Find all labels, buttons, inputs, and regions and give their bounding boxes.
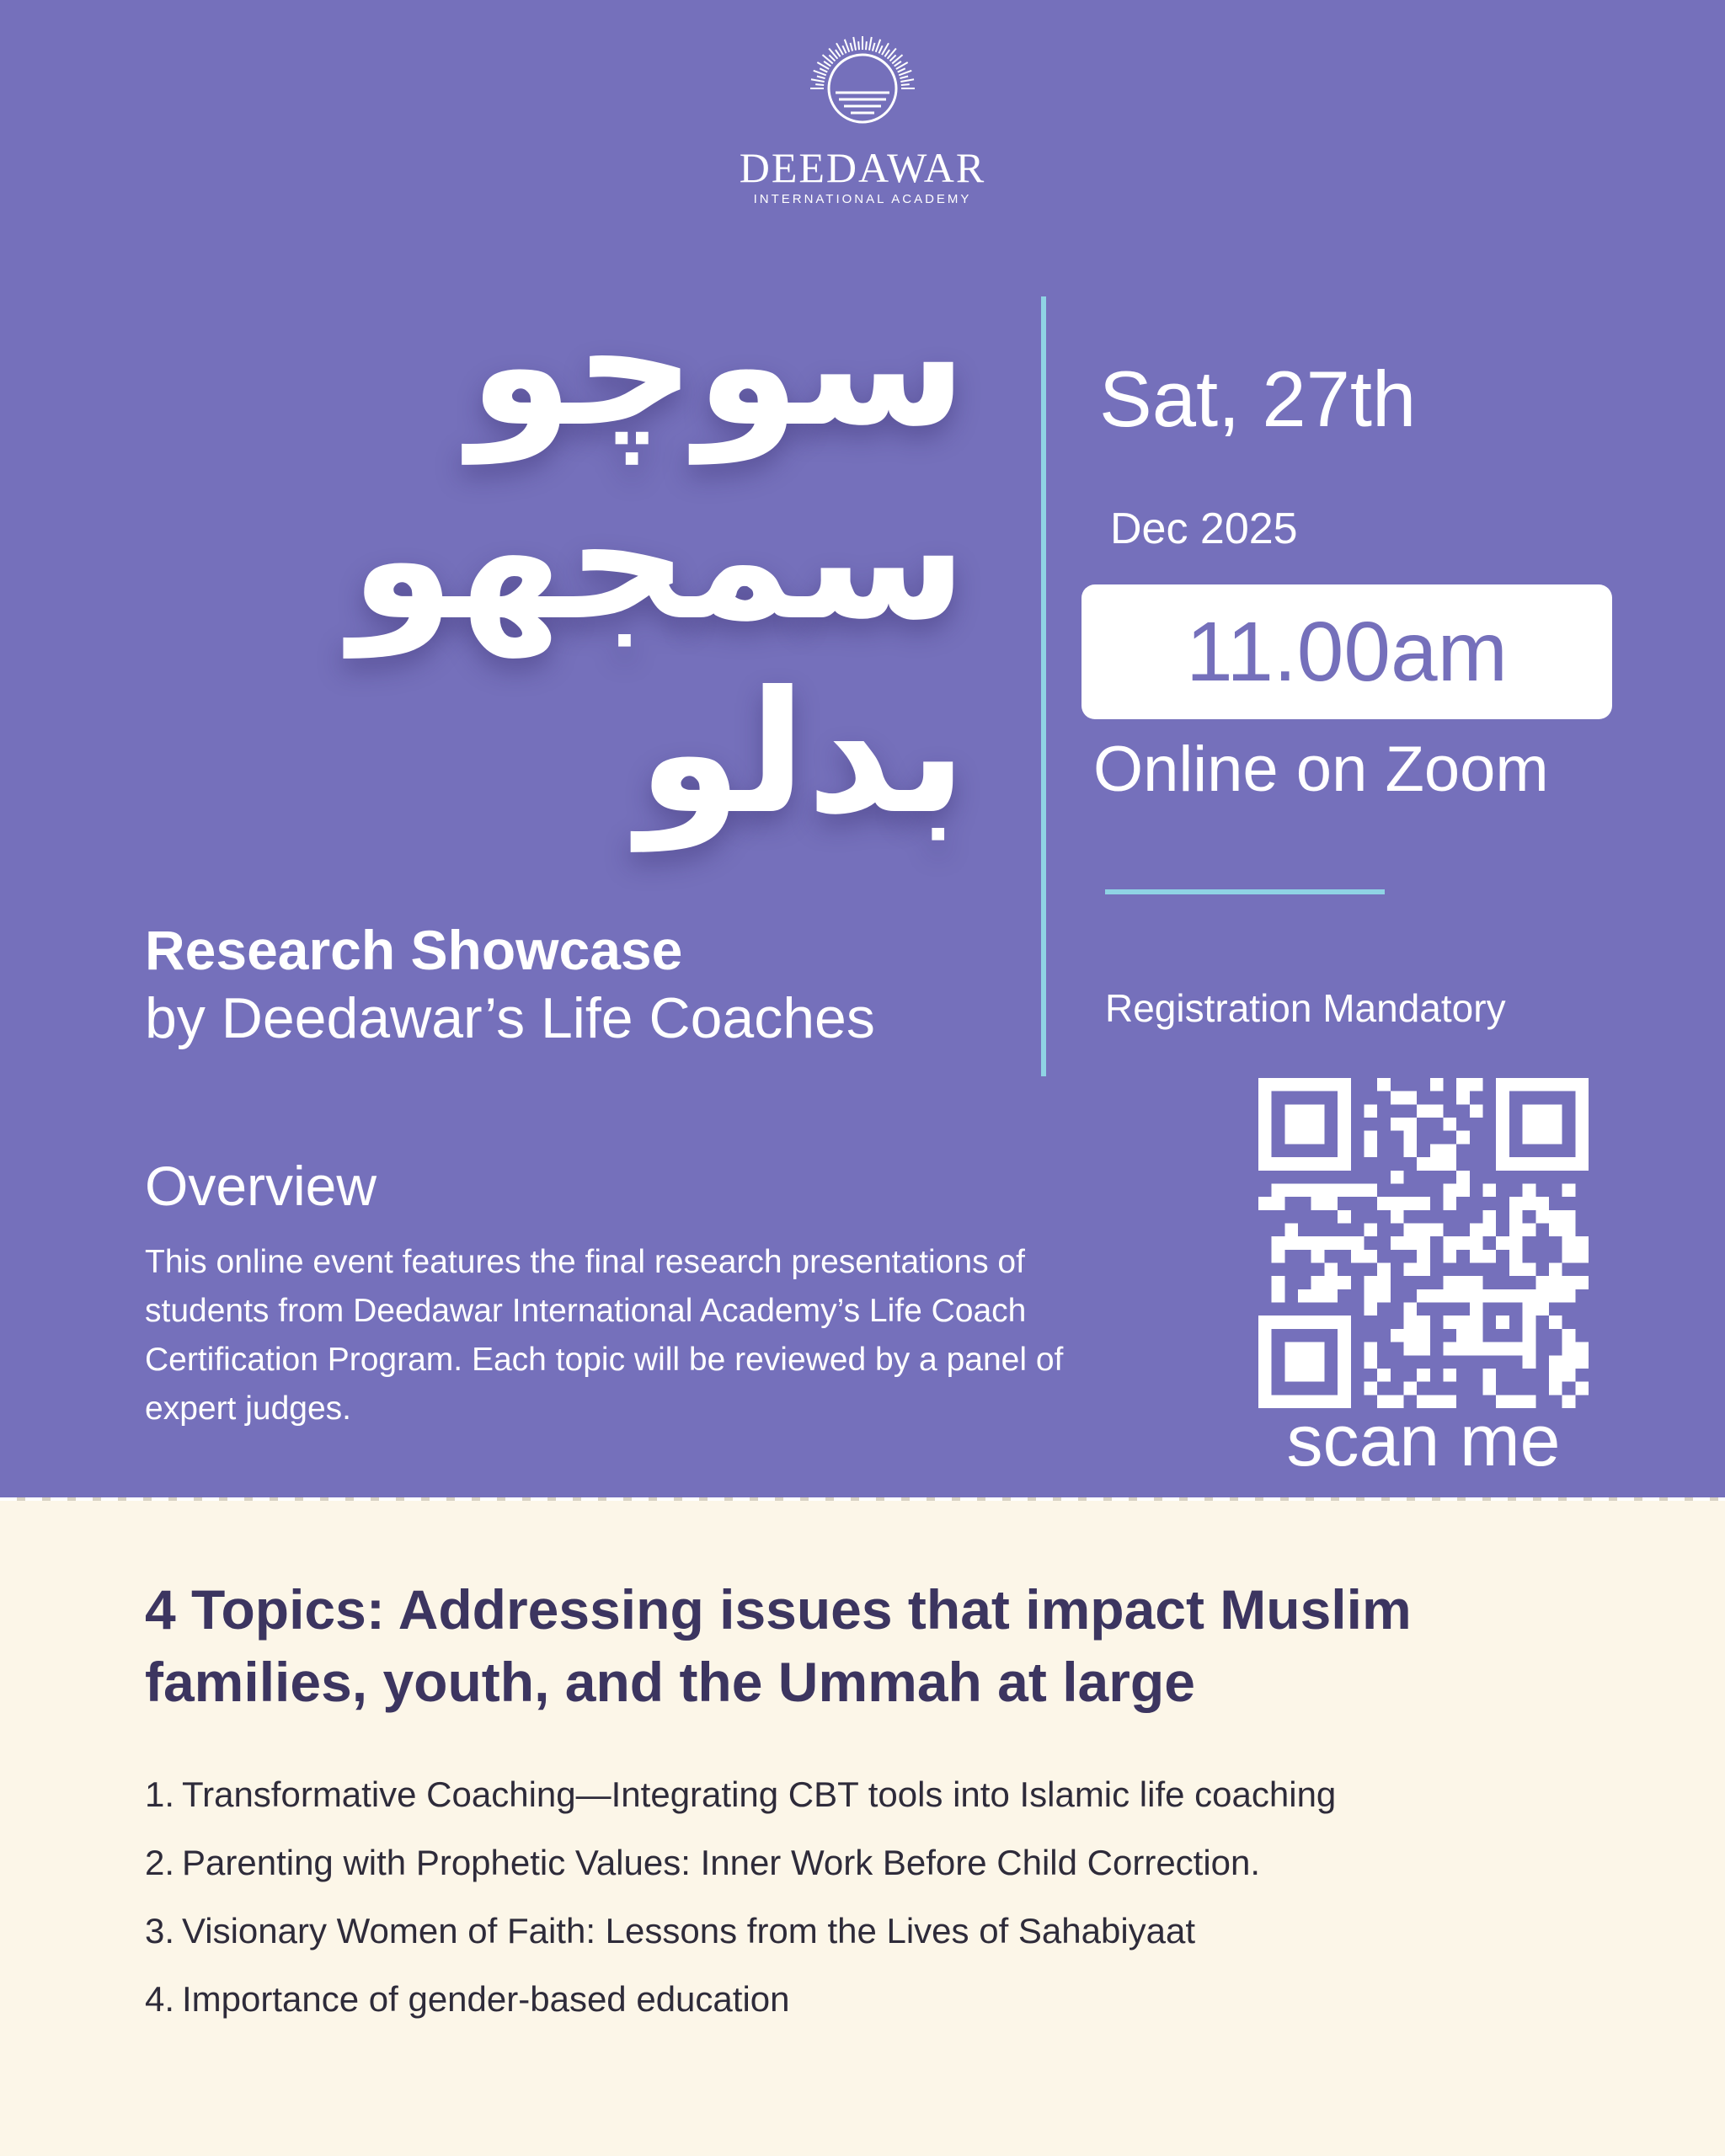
sunrise-icon (728, 34, 997, 143)
showcase-subtitle: by Deedawar’s Life Coaches (145, 986, 875, 1050)
list-item (145, 1828, 1336, 1897)
scan-me-label: scan me (1286, 1401, 1561, 1481)
topic-text: Visionary Women of Faith: Lessons from the Lives of Sahabiyaat (182, 1911, 1196, 1951)
list-item (145, 1760, 1336, 1828)
topic-text: Parenting with Prophetic Values: Inner Work Before Child Correction. (182, 1843, 1261, 1882)
brand-name: DEEDAWAR (739, 144, 986, 191)
showcase-title: Research Showcase (145, 919, 683, 981)
qr-code-icon[interactable] (1258, 1078, 1589, 1408)
list-item (145, 1897, 1336, 1965)
overview-body: This online event features the final research presentations of students from Deedawar International Academy’s Life Coach Certification Program. Each topic will be reviewed by a panel of expert judges. (145, 1244, 1064, 1427)
topic-number: 4. (145, 1979, 175, 2019)
horizontal-divider (1105, 889, 1385, 894)
topic-text: Importance of gender-based education (182, 1979, 790, 2019)
topic-number: 1. (145, 1774, 175, 1814)
topics-section (0, 1501, 1725, 2156)
list-item (145, 1965, 1336, 2033)
registration-note: Registration Mandatory (1105, 986, 1506, 1030)
topic-text: Transformative Coaching—Integrating CBT tools into Islamic life coaching (182, 1774, 1337, 1814)
event-date: Sat, 27th (1099, 355, 1417, 443)
urdu-headline-line-3: بدلو (637, 655, 967, 851)
urdu-headline-line-1: سوچو (468, 268, 967, 464)
vertical-divider (1041, 296, 1046, 1076)
topic-number: 2. (145, 1843, 175, 1882)
overview-title: Overview (145, 1155, 377, 1217)
brand-logo (728, 34, 997, 219)
topics-heading: 4 Topics: Addressing issues that impact Muslim families, youth, and the Ummah at large (145, 1578, 1412, 1713)
urdu-headline-line-2: سمجھو (350, 462, 967, 658)
topics-list (145, 1760, 1336, 2033)
event-time: 11.00am (1186, 605, 1508, 699)
brand-subtitle: INTERNATIONAL ACADEMY (753, 192, 972, 206)
event-month-year: Dec 2025 (1110, 504, 1298, 553)
event-venue: Online on Zoom (1093, 734, 1549, 805)
event-time-box (1081, 584, 1612, 719)
topic-number: 3. (145, 1911, 175, 1951)
